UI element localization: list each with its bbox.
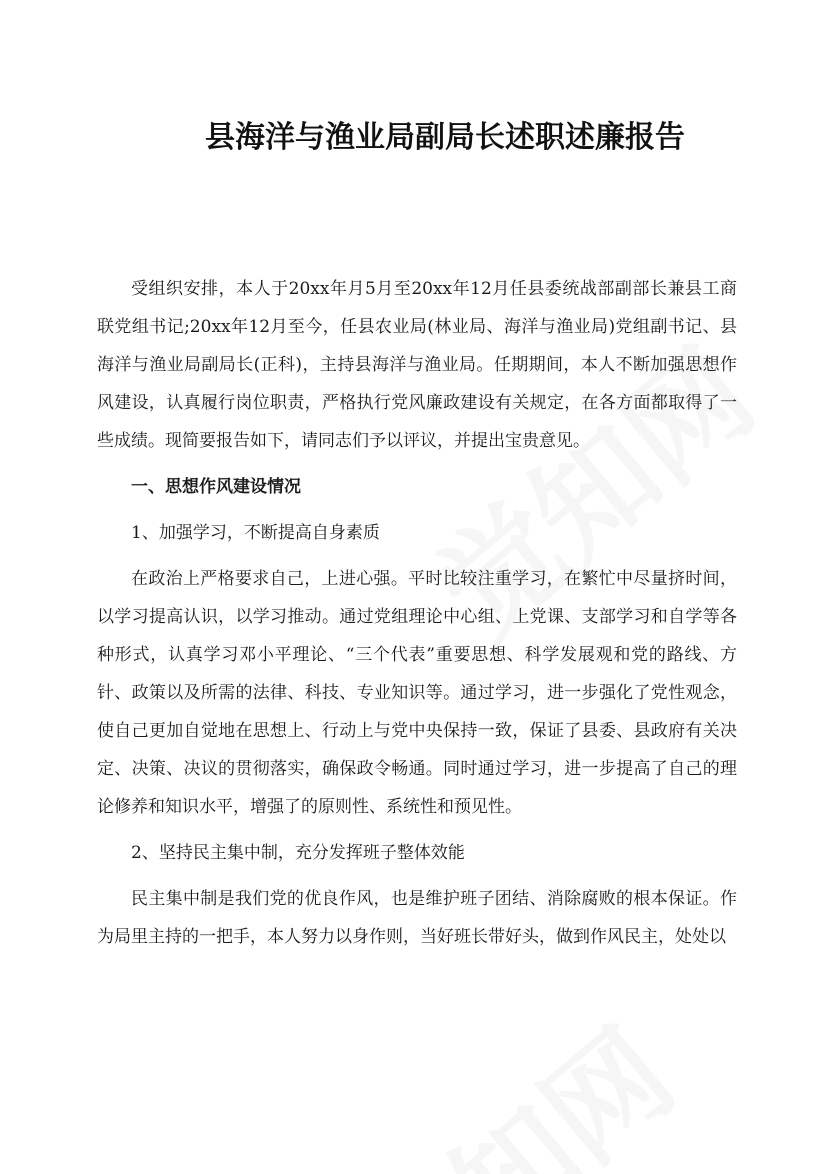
watermark <box>317 984 703 1174</box>
section-heading: 一、思想作风建设情况 <box>131 477 301 497</box>
document-title: 县海洋与渔业局副局长述职述廉报告 <box>205 120 685 155</box>
document-body <box>97 270 737 964</box>
paragraph-intro: 受组织安排，本人于20xx年月5月至20xx年12月任县委统战部副部长兼县工商联党组书记;20xx年12月至今，任县农业局(林业局、海洋与渔业局)党组副书记、县海洋与渔业局副局长(正科)，主持县海洋与渔业局。任期期间，本人不断加强思想作风建设，认真履行岗位职责，严格执行党风廉政建设有关规定，在各方面都取得了一些成绩。现简要报告如下，请同志们予以评议，并提出宝贵意见。 <box>97 279 737 451</box>
paragraph-study: 在政治上严格要求自己，上进心强。平时比较注重学习，在繁忙中尽量挤时间，以学习提高认识，以学习推动。通过党组理论中心组、上党课、支部学习和自学等各种形式，认真学习邓小平理论、“三个代表”重要思想、科学发展观和党的路线、方针、政策以及所需的法律、科技、专业知识等。通过学习，进一步强化了党性观念，使自己更加自觉地在思想上、行动上与党中央保持一致，保证了县委、县政府有关决定、决策、决议的贯彻落实，确保政令畅通。同时通过学习，进一步提高了自己的理论修养和知识水平，增强了的原则性、系统性和预见性。 <box>97 569 737 817</box>
paragraph-democracy: 民主集中制是我们党的优良作风，也是维护班子团结、消除腐败的根本保证。作为局里主持的一把手，本人努力以身作则，当好班长带好头，做到作风民主，处处以 <box>97 889 737 947</box>
subsection-heading: 2、坚持民主集中制，充分发挥班子整体效能 <box>131 843 465 863</box>
subsection-heading: 1、加强学习，不断提高自身素质 <box>131 523 380 543</box>
